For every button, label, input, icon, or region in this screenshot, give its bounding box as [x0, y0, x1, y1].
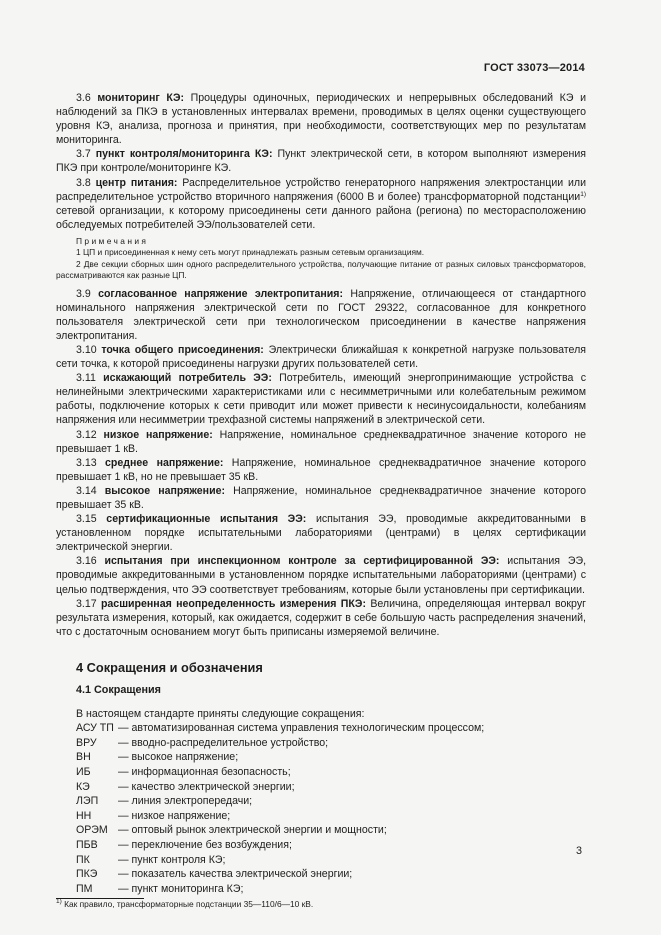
term-3-7: 3.7 пункт контроля/мониторинга КЭ: Пункт электрической сети, в котором выполняют измерения ПКЭ при контроле/мониторинге КЭ.: [56, 148, 587, 175]
standard-number: ГОСТ 33073—2014: [483, 62, 585, 74]
abbreviation-row: ОРЭМ — оптовый рынок электрической энергии и мощности;: [76, 824, 387, 837]
term-name: мониторинг КЭ:: [97, 92, 185, 104]
term-3-11: 3.11 искажающий потребитель ЭЭ: Потребитель, имеющий энергопринимающие устройства с нелинейными электрическими характеристиками или с несимметричными или колебательным режимом работы, подключение которых к сети приводит или может привести к несинусоидальности, колебаниям напряжения или несимметрии трехфазной системы напряжений в электрической сети.: [56, 372, 586, 427]
term-name: точка общего присоединения:: [101, 343, 264, 356]
term-name: центр питания:: [95, 176, 178, 189]
term-3-17: 3.17 расширенная неопределенность измерения ПКЭ: Величина, определяющая интервал вокруг результата измерения, который, как ожидается, содержит в себе большую часть распределения значений, что с достаточным основанием могут быть приписаны измеряемой величине.: [56, 597, 586, 638]
term-3-6: 3.6 мониторинг КЭ: Процедуры одиночных, периодических и непрерывных обследований КЭ и наблюдений за ПКЭ в установленных интервалах времени, проводимых в целях оценки существующего уровня КЭ, анализа, прогноза и принятия, при необходимости, соответствующих мер по результатам мониторинга.: [56, 92, 586, 147]
abbreviation-row: НН — низкое напряжение;: [76, 809, 231, 822]
term-name: искажающий потребитель ЭЭ:: [103, 372, 272, 385]
term-3-8: 3.8 центр питания: Распределительное устройство генераторного напряжения электростанции или распределительное устройство вторичного напряжения (6000 В и более) трансформаторной подстанции$^{1)}$ сетевой организации, к которому присоединены сети данного района (региона) по месторасположению обследуемых потребителей ЭЭ/пользователей сети.: [56, 176, 586, 231]
term-name: среднее напряжение:: [105, 456, 224, 469]
abbreviation-row: КЭ — качество электрической энергии;: [76, 780, 295, 793]
page-number: 3: [575, 845, 582, 857]
abbreviation-row: ИБ — информационная безопасность;: [76, 765, 291, 778]
term-3-13: 3.13 среднее напряжение: Напряжение, номинальное среднеквадратичное значение которого превышает 1 кВ, но не превышает 35 кВ.: [56, 456, 587, 483]
abbreviations-list: [56, 721, 586, 896]
term-3-16: 3.16 испытания при инспекционном контроле за сертифицированной ЭЭ: испытания ЭЭ, проводимые аккредитованными в установленном порядке испытательными лабораториями (центрами) с целью подтверждения, что ЭЭ соответствует требованиям, которые были установлены при сертификации.: [56, 555, 587, 596]
term-3-10: 3.10 точка общего присоединения: Электрически ближайшая к конкретной нагрузке пользователя сети точка, к которой присоединены нагрузки других пользователей сети.: [56, 343, 586, 371]
term-name: высокое напряжение:: [104, 484, 226, 497]
note-item: 2 Две секции сборных шин одного распределительного устройства, получающие питание от разных силовых трансформаторов, рассматриваются как разные ЦП.: [56, 258, 586, 281]
abbreviation-row: ЛЭП — линия электропередачи;: [76, 795, 253, 808]
abbreviation-row: ПМ — пункт мониторинга КЭ;: [76, 882, 244, 895]
abbreviation-row: ПКЭ — показатель качества электрической энергии;: [76, 868, 353, 881]
term-name: пункт контроля/мониторинга КЭ:: [95, 148, 273, 161]
abbreviation-row: ПБВ — переключение без возбуждения;: [76, 838, 292, 851]
footnote: $^{1)}$ Как правило, трансформаторные подстанции 35—110/6—10 кВ.: [56, 898, 314, 910]
term-name: низкое напряжение:: [103, 428, 213, 441]
term-3-15: 3.15 сертификационные испытания ЭЭ: испытания ЭЭ, проводимые аккредитованными в установленном порядке испытательными лабораториями (центрами) в целях сертификации электрической энергии.: [56, 513, 586, 554]
footnote-mark: 1): [56, 898, 62, 906]
term-name: согласованное напряжение электропитания:: [98, 287, 344, 300]
abbreviations-intro: В настоящем стандарте приняты следующие сокращения:: [76, 708, 365, 721]
section-heading: 4 Сокращения и обозначения: [76, 659, 263, 675]
abbreviation-row: ПК — пункт контроля КЭ;: [76, 853, 226, 866]
notes-title: Примечания: [76, 235, 149, 246]
term-name: сертификационные испытания ЭЭ:: [106, 513, 307, 526]
term-3-14: 3.14 высокое напряжение: Напряжение, номинальное среднеквадратичное значение которого превышает 35 кВ.: [56, 484, 586, 511]
term-name: расширенная неопределенность измерения ПКЭ:: [100, 597, 366, 610]
term-name: испытания при инспекционном контроле за сертифицированной ЭЭ:: [104, 555, 500, 568]
term-3-12: 3.12 низкое напряжение: Напряжение, номинальное среднеквадратичное значение которого не превышает 1 кВ.: [56, 428, 586, 455]
notes-block: [56, 236, 586, 282]
term-3-9: 3.9 согласованное напряжение электропитания: Напряжение, отличающееся от стандартного номинального напряжения электрической сети по ГОСТ 29322, согласованное для конкретного пользователя электрической сети при технологическом присоединении в качестве напряжения электропитания.: [56, 287, 586, 342]
footnote-ref: 1): [580, 190, 586, 198]
subsection-heading: 4.1 Сокращения: [76, 684, 161, 696]
abbreviation-row: ВН — высокое напряжение;: [76, 751, 239, 764]
abbreviation-row: ВРУ — вводно-распределительное устройство;: [76, 736, 329, 749]
page-content: [56, 91, 586, 910]
note-item: 1 ЦП и присоединенная к нему сеть могут принадлежать разным сетевым организациям.: [76, 247, 425, 258]
abbreviation-row: АСУ ТП — автоматизированная система управления технологическим процессом;: [76, 722, 485, 735]
